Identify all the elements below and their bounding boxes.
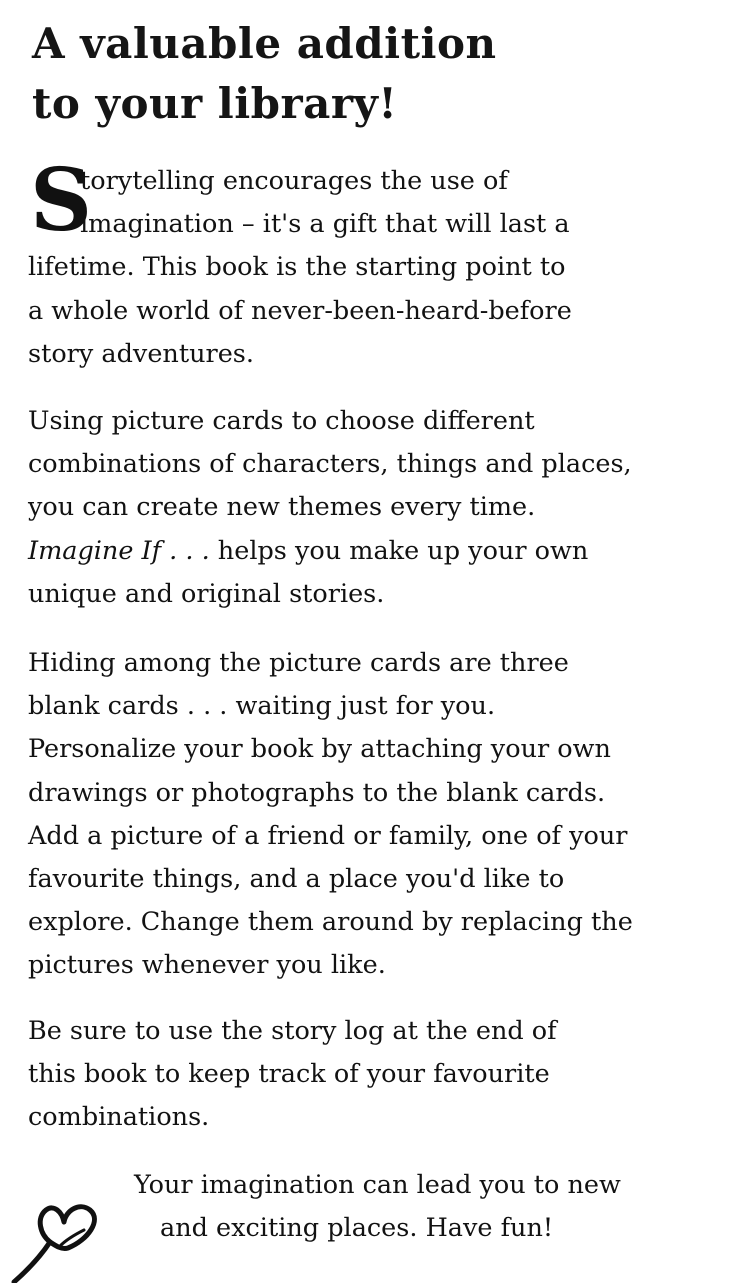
paragraph-line-rest: helps you make up your own (209, 535, 589, 566)
paragraph-line: imagination – it's a gift that will last a (80, 209, 570, 240)
paragraph-line: this book to keep track of your favourite (28, 1059, 550, 1090)
paragraph-line: Using picture cards to choose different (28, 406, 535, 436)
paragraph-line: Hiding among the picture cards are three (28, 648, 569, 678)
paragraph-line: story adventures. (28, 338, 254, 369)
paragraph-line: combinations of characters, things and places, (28, 449, 632, 480)
closing-line: Your imagination can lead you to new (134, 1170, 621, 1200)
paragraph-story-log (28, 1010, 743, 1140)
paragraph-line: Personalize your book by attaching your own (28, 734, 611, 765)
paragraph-line: explore. Change them around by replacing the (28, 907, 633, 938)
paragraph-line: a whole world of never-been-heard-before (28, 295, 572, 326)
paragraph-line: Add a picture of a friend or family, one of your (28, 820, 628, 851)
paragraph-line: blank cards . . . waiting just for you. (28, 691, 496, 722)
paragraph-blank-cards (28, 642, 743, 988)
page-title (32, 14, 732, 134)
paragraph-line: Be sure to use the story log at the end of (28, 1016, 557, 1046)
paragraph-line (28, 530, 743, 573)
paragraph-line: favourite things, and a place you'd like to (28, 864, 565, 895)
paragraph-line: unique and original stories. (28, 578, 385, 609)
paragraph-line: you can create new themes every time. (28, 492, 536, 523)
paragraph-line: lifetime. This book is the starting point to (28, 252, 566, 283)
title-line-1: A valuable addition (32, 19, 497, 68)
paragraph-intro (28, 160, 755, 376)
closing-message (134, 1164, 744, 1250)
paragraph-line: drawings or photographs to the blank cards. (28, 777, 606, 808)
title-line-2: to your library! (32, 79, 398, 128)
paragraph-line: torytelling encourages the use of (80, 166, 508, 196)
closing-line: and exciting places. Have fun! (160, 1213, 554, 1243)
paragraph-line: pictures whenever you like. (28, 950, 386, 981)
heart-doodle-icon (10, 1196, 110, 1283)
drop-cap: S (30, 150, 93, 251)
paragraph-line: combinations. (28, 1102, 210, 1133)
book-title-italic: Imagine If . . . (28, 535, 210, 566)
paragraph-picture-cards (28, 400, 743, 616)
